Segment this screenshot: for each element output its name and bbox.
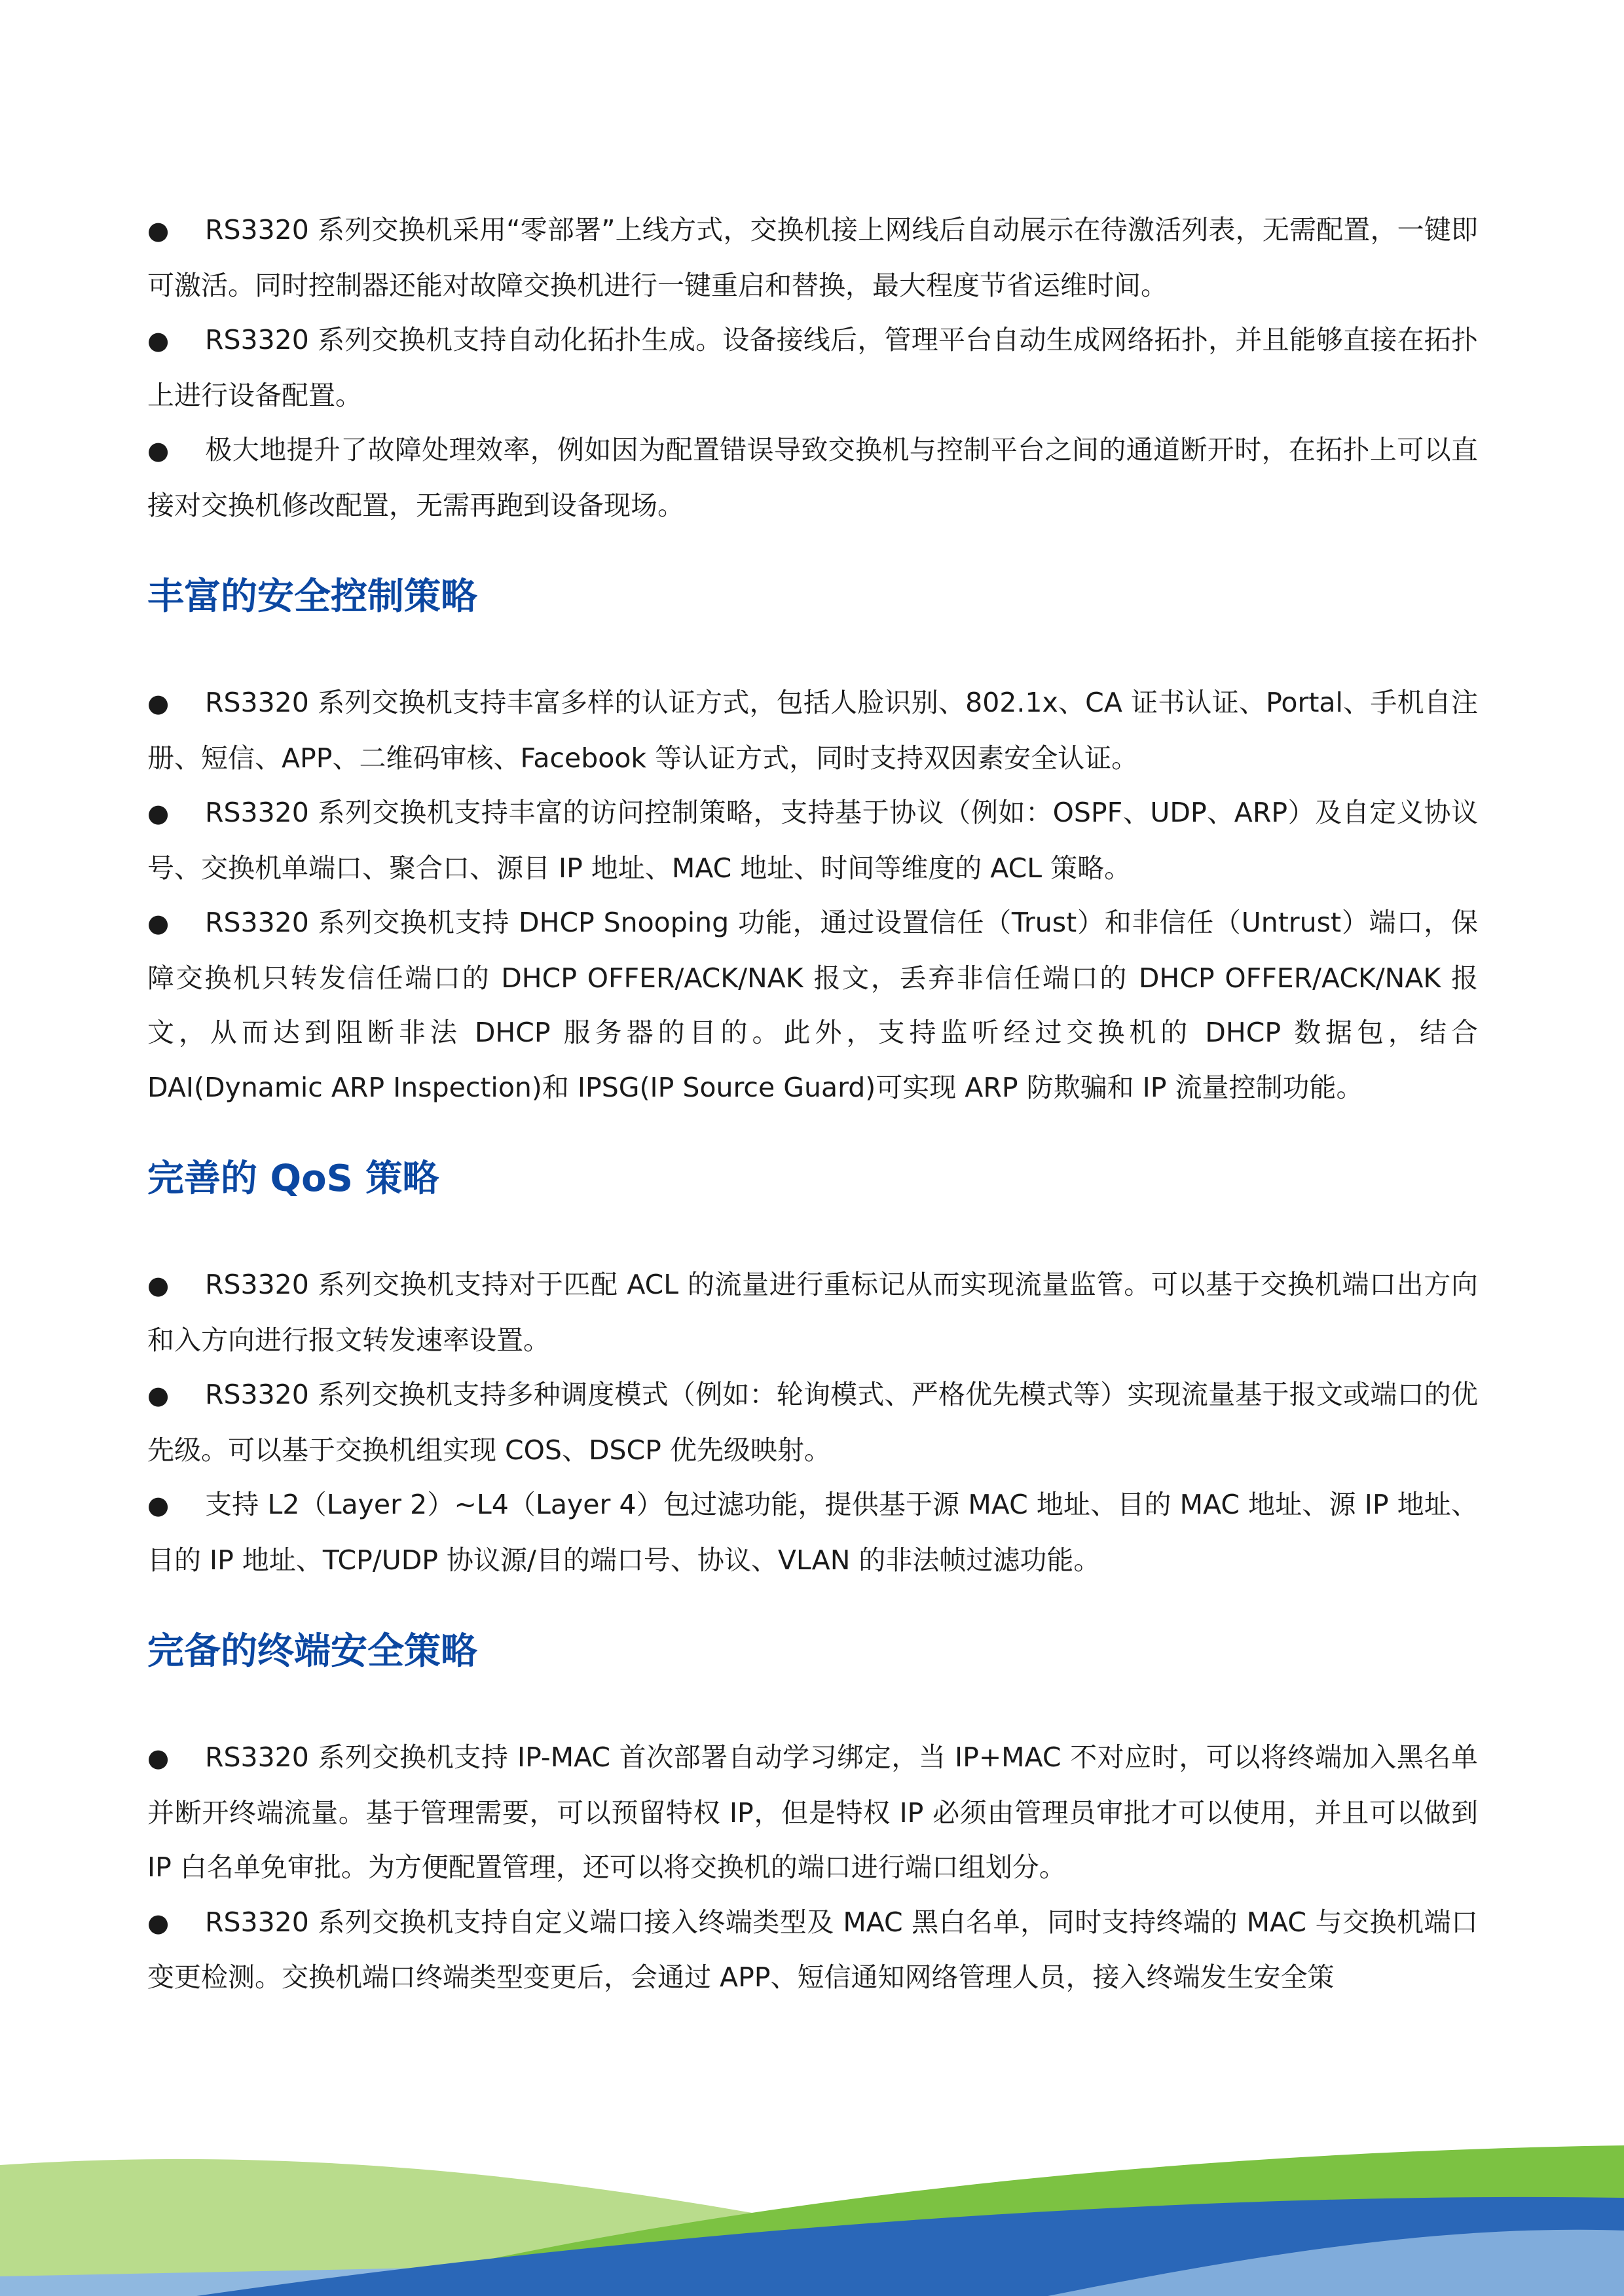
- bullet-dot-icon: ●: [147, 1743, 170, 1772]
- bullet-item: [147, 1258, 1478, 1368]
- bullet-item: [147, 896, 1478, 1115]
- bullet-item: [147, 786, 1478, 896]
- section-heading-security: 丰富的安全控制策略: [147, 575, 477, 618]
- bullet-item: [147, 1895, 1478, 2005]
- bullet-item: [147, 676, 1478, 786]
- bullet-text: RS3320 系列交换机支持自动化拓扑生成。设备接线后，管理平台自动生成网络拓扑，并且能够直接在拓扑上进行设备配置。: [147, 324, 1478, 411]
- bullet-dot-icon: ●: [147, 689, 170, 718]
- bullet-dot-icon: ●: [147, 1271, 170, 1300]
- bullet-item: [147, 1730, 1478, 1895]
- bullet-item: [147, 1368, 1478, 1478]
- bullet-text: 支持 L2（Layer 2）~L4（Layer 4）包过滤功能，提供基于源 MAC 地址、目的 MAC 地址、源 IP 地址、目的 IP 地址、TCP/UDP 协议源/目的端口号、协议、VLAN 的非法帧过滤功能。: [147, 1489, 1478, 1576]
- bullet-text: RS3320 系列交换机支持对于匹配 ACL 的流量进行重标记从而实现流量监管。可以基于交换机端口出方向和入方向进行报文转发速率设置。: [147, 1269, 1478, 1356]
- section-heading-qos: 完善的 QoS 策略: [147, 1157, 439, 1200]
- bullet-text: RS3320 系列交换机支持多种调度模式（例如：轮询模式、严格优先模式等）实现流量基于报文或端口的优先级。可以基于交换机组实现 COS、DSCP 优先级映射。: [147, 1379, 1478, 1466]
- bullet-text: RS3320 系列交换机支持丰富多样的认证方式，包括人脸识别、802.1x、CA 证书认证、Portal、手机自注册、短信、APP、二维码审核、Facebook 等认证方式，同时支持双因素安全认证。: [147, 687, 1478, 774]
- bullet-item: [147, 313, 1478, 423]
- bullet-dot-icon: ●: [147, 436, 170, 465]
- bullet-text: RS3320 系列交换机支持丰富的访问控制策略，支持基于协议（例如：OSPF、UDP、ARP）及自定义协议号、交换机单端口、聚合口、源目 IP 地址、MAC 地址、时间等维度的 ACL 策略。: [147, 797, 1478, 884]
- bullet-dot-icon: ●: [147, 216, 170, 245]
- bullet-item: [147, 1478, 1478, 1588]
- bullet-item: [147, 203, 1478, 313]
- bullet-text: RS3320 系列交换机支持自定义端口接入终端类型及 MAC 黑白名单，同时支持终端的 MAC 与交换机端口变更检测。交换机端口终端类型变更后，会通过 APP、短信通知网络管理人员，接入终端发生安全策: [147, 1906, 1478, 1993]
- footer-wave-decoration: [0, 2126, 1624, 2296]
- bullet-dot-icon: ●: [147, 799, 170, 828]
- bullet-text: RS3320 系列交换机支持 DHCP Snooping 功能，通过设置信任（Trust）和非信任（Untrust）端口，保障交换机只转发信任端口的 DHCP OFFER/ACK/NAK 报文，丢弃非信任端口的 DHCP OFFER/ACK/NAK 报文，从而达到阻断非法 DHCP 服务器的目的。此外，支持监听经过交换机的 DHCP 数据包，结合 DAI(Dynamic ARP Inspection)和 IPSG(IP Source Guard)可实现 ARP 防欺骗和 IP 流量控制功能。: [147, 907, 1478, 1103]
- bullet-text: 极大地提升了故障处理效率，例如因为配置错误导致交换机与控制平台之间的通道断开时，在拓扑上可以直接对交换机修改配置，无需再跑到设备现场。: [147, 434, 1478, 521]
- bullet-dot-icon: ●: [147, 326, 170, 355]
- bullet-dot-icon: ●: [147, 1491, 170, 1520]
- bullet-item: [147, 423, 1478, 533]
- bullet-text: RS3320 系列交换机采用“零部署”上线方式，交换机接上网线后自动展示在待激活列表，无需配置，一键即可激活。同时控制器还能对故障交换机进行一键重启和替换，最大程度节省运维时间。: [147, 214, 1478, 301]
- section-heading-terminal: 完备的终端安全策略: [147, 1630, 477, 1673]
- bullet-dot-icon: ●: [147, 1908, 170, 1937]
- bullet-dot-icon: ●: [147, 1381, 170, 1410]
- page-content: [147, 203, 1478, 2005]
- bullet-dot-icon: ●: [147, 909, 170, 938]
- bullet-text: RS3320 系列交换机支持 IP-MAC 首次部署自动学习绑定，当 IP+MAC 不对应时，可以将终端加入黑名单并断开终端流量。基于管理需要，可以预留特权 IP，但是特权 IP 必须由管理员审批才可以使用，并且可以做到 IP 白名单免审批。为方便配置管理，还可以将交换机的端口进行端口组划分。: [147, 1741, 1478, 1883]
